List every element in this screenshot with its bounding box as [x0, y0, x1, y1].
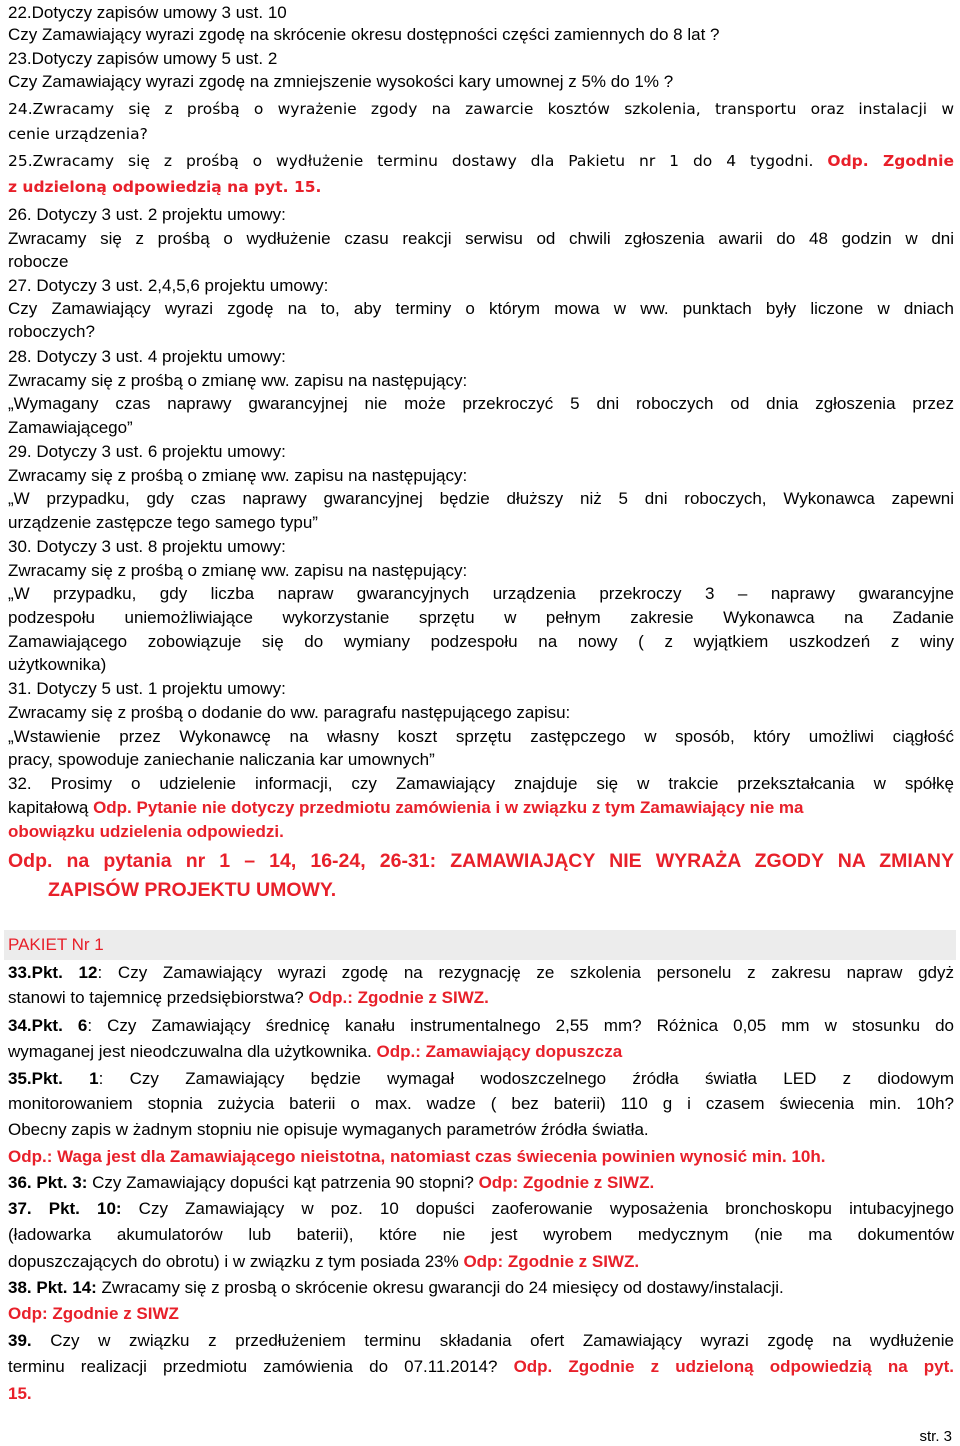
text-q24-line2: cenie urządzenia?: [8, 125, 148, 143]
q34-text: : Czy Zamawiający średnicę kanału instrumentalnego 2,55 mm? Różnica 0,05 mm w stosunku do: [87, 1016, 954, 1035]
answer-q39-line2: 15.: [8, 1384, 32, 1403]
answer-q39: Odp. Zgodnie z udzieloną odpowiedzią na pyt.: [513, 1357, 955, 1376]
answer-q34: Odp.: Zamawiający dopuszcza: [376, 1042, 623, 1061]
q33-point: 12: [78, 963, 98, 982]
quote-q30-line2: podzespołu uniemożliwiające wykorzystanie sprzętu w pełnym zakresie Wykonawca na Zadanie: [8, 608, 954, 627]
quote-q29-line2: urządzenie zastępcze tego samego typu”: [8, 513, 318, 532]
quote-q29-line1: „W przypadku, gdy czas naprawy gwarancyjnej będzie dłuższy niż 5 dni roboczych, Wykonawca zapewni: [8, 489, 954, 508]
q36-text: Czy Zamawiający dopuści kąt patrzenia 90 stopni?: [87, 1173, 474, 1192]
answer-q38: Odp: Zgodnie z SIWZ: [8, 1304, 179, 1323]
q39-text: Czy w związku z przedłużeniem terminu składania ofert Zamawiający wyrazi zgodę na wydłużenie: [31, 1331, 954, 1350]
q39-number: 39.: [8, 1331, 32, 1350]
text-q34-line1: [8, 1015, 954, 1037]
text-q32-end: kapitałową: [8, 798, 89, 817]
text-q22: Czy Zamawiający wyrazi zgodę na skrócenie okresu dostępności części zamiennych do 8 lat ?: [8, 25, 720, 44]
heading-q28: 28. Dotyczy 3 ust. 4 projektu umowy:: [8, 347, 286, 366]
text-q23: Czy Zamawiający wyrazi zgodę na zmniejszenie wysokości kary umownej z 5% do 1% ?: [8, 72, 674, 91]
text-q26-line1: Zwracamy się z prośbą o wydłużenie czasu reakcji serwisu od chwili zgłoszenia awarii do 48 godzin w dni: [8, 229, 954, 248]
answer-q25: Odp. Zgodnie: [827, 152, 954, 170]
text-q39-line1: [8, 1330, 954, 1352]
answer-q32: Odp. Pytanie nie dotyczy przedmiotu zamówienia i w związku z tym Zamawiający nie ma: [93, 798, 804, 817]
text-q25: 25.Zwracamy się z prośbą o wydłużenie terminu dostawy dla Pakietu nr 1 do 4 tygodni.: [8, 152, 814, 170]
heading-q22: 22.Dotyczy zapisów umowy 3 ust. 10: [8, 3, 287, 22]
text-q38: [8, 1277, 954, 1299]
heading-q23: 23.Dotyczy zapisów umowy 5 ust. 2: [8, 49, 278, 68]
q35-number: 35.Pkt.: [8, 1069, 63, 1088]
text-q34-line2: [8, 1041, 954, 1063]
answer-q32-line2: obowiązku udzielenia odpowiedzi.: [8, 822, 284, 841]
text-q35-line3: Obecny zapis w żadnym stopniu nie opisuje wymaganych parametrów źródła światła.: [8, 1120, 649, 1139]
text-q27-line2: roboczych?: [8, 322, 95, 341]
text-q33-line1: [8, 962, 954, 984]
text-q33-line2: [8, 987, 954, 1009]
text-q36: [8, 1172, 954, 1194]
text-q32-line1: 32. Prosimy o udzielenie informacji, czy Zamawiający znajduje się w trakcie przekształcania w spółkę: [8, 774, 954, 793]
page-number: str. 3: [919, 1428, 952, 1445]
text-q25-line1: [8, 150, 954, 172]
q36-number: 36. Pkt. 3:: [8, 1173, 88, 1192]
answer-q25-line2: z udzieloną odpowiedzią na pyt. 15.: [8, 178, 322, 196]
answer-q36: Odp: Zgodnie z SIWZ.: [478, 1173, 655, 1192]
heading-q31: 31. Dotyczy 5 ust. 1 projektu umowy:: [8, 679, 286, 698]
q34-number: 34.Pkt.: [8, 1016, 63, 1035]
quote-q30-line3: Zamawiającego zobowiązuje się do wymiany podzespołu na nowy ( z wyjątkiem uszkodzeń z winy: [8, 632, 954, 651]
text-q32-line2: [8, 797, 954, 819]
q33-number: 33.Pkt.: [8, 963, 63, 982]
text-q24-line1: 24.Zwracamy się z prośbą o wyrażenie zgody na zawarcie kosztów szkolenia, transportu oraz instalacji w: [8, 100, 954, 118]
text-q29-intro: Zwracamy się z prośbą o zmianę ww. zapisu na następujący:: [8, 466, 468, 485]
text-q30-intro: Zwracamy się z prośbą o zmianę ww. zapisu na następujący:: [8, 561, 468, 580]
q33-text: : Czy Zamawiający wyrazi zgodę na rezygnację ze szkolenia personelu z zakresu napraw gdyż: [97, 963, 954, 982]
answer-q33: Odp.: Zgodnie z SIWZ.: [308, 988, 489, 1007]
heading-q29: 29. Dotyczy 3 ust. 6 projektu umowy:: [8, 442, 286, 461]
text-q35-line1: [8, 1068, 954, 1090]
q35-point: 1: [89, 1069, 99, 1088]
q35-text: : Czy Zamawiający będzie wymagał wodoszczelnego źródła światła LED z diodowym: [98, 1069, 954, 1088]
text-q26-line2: robocze: [8, 252, 69, 271]
summary-answer-line1: Odp. na pytania nr 1 – 14, 16-24, 26-31: ZAMAWIAJĄCY NIE WYRAŻA ZGODY NA ZMIANY: [8, 850, 954, 872]
q39-text-end: terminu realizacji przedmiotu zamówienia do 07.11.2014?: [8, 1357, 498, 1376]
text-q28-intro: Zwracamy się z prośbą o zmianę ww. zapisu na następujący:: [8, 371, 468, 390]
text-q27-line1: Czy Zamawiający wyrazi zgodę na to, aby terminy o którym mowa w ww. punktach były liczone w dniach: [8, 299, 954, 318]
q34-point: 6: [77, 1016, 88, 1035]
quote-q30-line1: „W przypadku, gdy liczba napraw gwarancyjnych urządzenia przekroczy 3 – naprawy gwarancyjne: [8, 584, 954, 603]
q38-number: 38. Pkt. 14:: [8, 1278, 97, 1297]
q37-text: Czy Zamawiający w poz. 10 dopuści zaoferowanie wyposażenia bronchoskopu intubacyjnego: [121, 1199, 955, 1218]
answer-q35: Odp.: Waga jest dla Zamawiającego nieistotna, natomiast czas świecenia powinien wynosić min. 10h.: [8, 1147, 826, 1166]
summary-answer-line2: ZAPISÓW PROJEKTU UMOWY.: [48, 879, 337, 901]
q34-text-end: wymaganej jest nieodczuwalna dla użytkownika.: [8, 1042, 372, 1061]
pakiet-title: PAKIET Nr 1: [8, 935, 104, 954]
quote-q28-line1: „Wymagany czas naprawy gwarancyjnej nie może przekroczyć 5 dni roboczych od dnia zgłoszenia przez: [8, 394, 954, 413]
heading-q27: 27. Dotyczy 3 ust. 2,4,5,6 projektu umowy:: [8, 276, 329, 295]
quote-q28-line2: Zamawiającego”: [8, 418, 133, 437]
text-q35-line2: monitorowaniem stopnia zużycia baterii o max. wadze ( bez baterii) 110 g i czasem świecenia min. 10h?: [8, 1094, 954, 1113]
q37-text-end: dopuszczających do obrotu) i w związku z tym posiada 23%: [8, 1252, 459, 1271]
answer-q37: Odp: Zgodnie z SIWZ.: [463, 1252, 640, 1271]
heading-q26: 26. Dotyczy 3 ust. 2 projektu umowy:: [8, 205, 286, 224]
quote-q31-line2: pracy, spowoduje zaniechanie naliczania kar umownych”: [8, 750, 435, 769]
text-q31-intro: Zwracamy się z prośbą o dodanie do ww. paragrafu następującego zapisu:: [8, 703, 571, 722]
text-q37-line3: [8, 1251, 954, 1273]
q37-number: 37. Pkt. 10:: [8, 1199, 122, 1218]
quote-q31-line1: „Wstawienie przez Wykonawcę na własny koszt sprzętu zastępczego w sposób, który umożliwi ciągłość: [8, 727, 954, 746]
q33-text-end: stanowi to tajemnicę przedsiębiorstwa?: [8, 988, 304, 1007]
text-q37-line1: [8, 1198, 954, 1220]
text-q39-line2: [8, 1356, 954, 1378]
text-q37-line2: (ładowarka akumulatorów lub baterii), które nie jest wyrobem medycznym (nie ma dokumentów: [8, 1225, 954, 1244]
q38-text: Zwracamy się z prosbą o skrócenie okresu gwarancji do 24 miesięcy od dostawy/instalacji.: [96, 1278, 784, 1297]
heading-q30: 30. Dotyczy 3 ust. 8 projektu umowy:: [8, 537, 286, 556]
quote-q30-line4: użytkownika): [8, 655, 107, 674]
